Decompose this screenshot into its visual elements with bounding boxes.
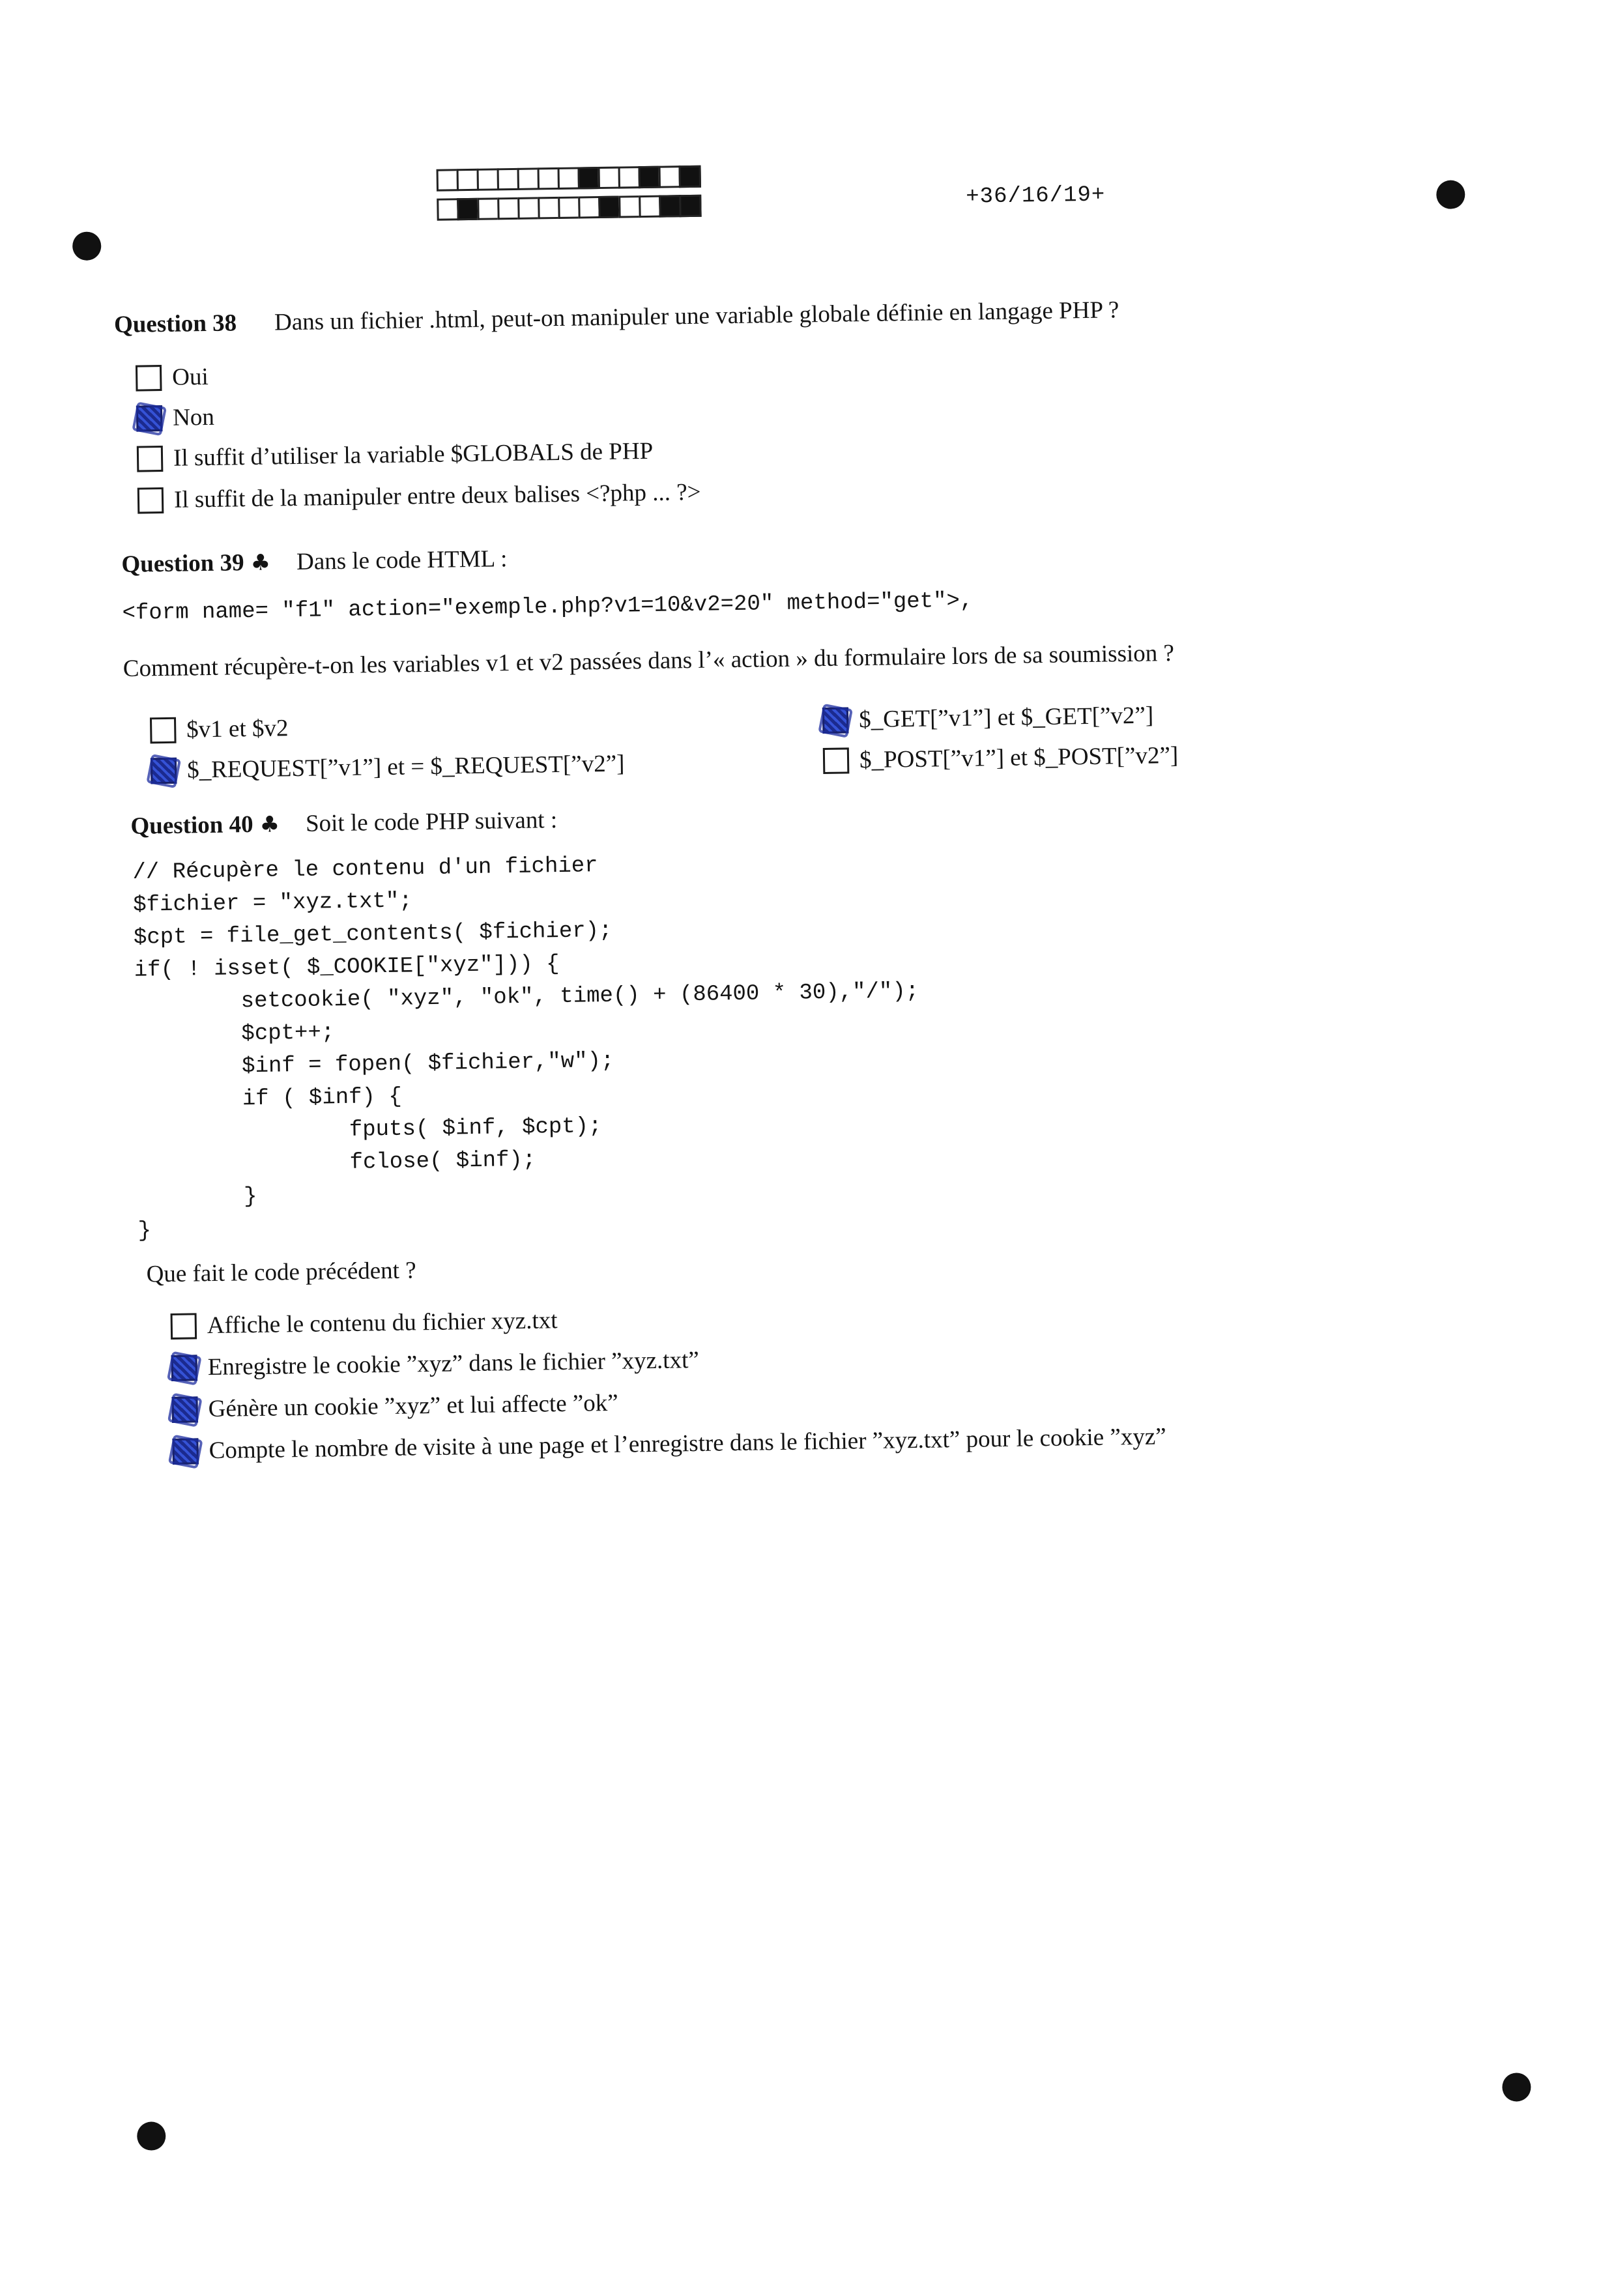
question-number: Question 38 <box>113 309 237 339</box>
php-code-block: // Récupère le contenu d'un fichier $fichier = "xyz.txt"; $cpt = file_get_contents( $fichier); if( ! isset( $_COOKIE["xyz"])) { setcookie( "xyz", "ok", time() + (86400 * 30),"/"); $cpt++; $inf = fopen( $fichier,"w"); if ( $inf) { fputs( $inf, $cpt); fclose( $inf); } } <box>132 854 919 1244</box>
barcode-cell <box>558 196 581 219</box>
checkbox-checked[interactable] <box>822 707 849 734</box>
barcode-cell <box>578 196 601 219</box>
answer-compte[interactable] <box>172 1422 1166 1465</box>
answer-non[interactable] <box>136 403 214 433</box>
answer-v1-v2[interactable] <box>150 714 289 744</box>
barcode-cell <box>538 197 560 220</box>
barcode-row-1 <box>437 165 699 192</box>
checkbox-checked[interactable] <box>151 757 177 784</box>
barcode-cell <box>497 197 520 220</box>
checkbox[interactable] <box>171 1313 197 1340</box>
club-icon: ♣ <box>259 811 280 838</box>
checkbox[interactable] <box>137 446 164 472</box>
question-39-subprompt: Comment récupère-t-on les variables v1 et v2 passées dans l’« action » du formulaire lors de sa soumission ? <box>123 640 1175 682</box>
barcode-cell <box>639 166 661 189</box>
checkbox[interactable] <box>823 747 850 774</box>
registration-mark-top-left <box>72 231 102 261</box>
answer-get[interactable] <box>822 702 1154 735</box>
answer-request[interactable] <box>151 750 625 785</box>
answer-label: Compte le nombre de visite à une page et l’enregistre dans le fichier ”xyz.txt” pour le cookie ”xyz” <box>209 1423 1166 1465</box>
barcode-cell <box>457 169 480 192</box>
registration-mark-top-right <box>1436 180 1465 209</box>
barcode-cell <box>477 168 500 191</box>
answer-label: Il suffit de la manipuler entre deux balises <?php ... ?> <box>173 478 701 513</box>
barcode-cell <box>618 195 641 218</box>
registration-mark-bottom-right <box>1502 2073 1531 2102</box>
registration-mark-bottom-left <box>137 2121 166 2151</box>
answer-label: $v1 et $v2 <box>186 715 289 743</box>
question-40-subprompt: Que fait le code précédent ? <box>146 1257 416 1288</box>
barcode-cell <box>558 167 581 190</box>
barcode-cell <box>457 198 480 221</box>
club-icon: ♣ <box>250 549 271 577</box>
barcode-cell <box>517 197 540 220</box>
checkbox[interactable] <box>150 717 177 743</box>
form-code-line: <form name= "f1" action="exemple.php?v1=10&v2=20" method="get">, <box>122 588 974 626</box>
answer-label: Génère un cookie ”xyz” et lui affecte ”ok” <box>208 1389 618 1423</box>
answer-genere[interactable] <box>171 1389 618 1424</box>
barcode-cell <box>578 167 601 190</box>
barcode-cell <box>598 167 621 190</box>
answer-label: $_GET[”v1”] et $_GET[”v2”] <box>858 702 1154 734</box>
answer-enregistre[interactable] <box>171 1346 699 1382</box>
answer-label: Enregistre le cookie ”xyz” dans le fichier ”xyz.txt” <box>207 1346 700 1381</box>
checkbox-checked[interactable] <box>171 1396 198 1423</box>
answer-label: Non <box>172 403 215 431</box>
answer-label: $_REQUEST[”v1”] et = $_REQUEST[”v2”] <box>186 750 625 784</box>
question-39-header <box>121 545 507 579</box>
page-id: +36/16/19+ <box>965 182 1106 210</box>
barcode-cell <box>659 195 682 218</box>
question-prompt: Dans le code HTML : <box>296 545 508 575</box>
checkbox[interactable] <box>137 487 164 513</box>
checkbox[interactable] <box>136 365 162 392</box>
barcode-cell <box>538 167 560 190</box>
barcode-row-2 <box>437 195 699 221</box>
barcode-cell <box>679 195 702 218</box>
checkbox-checked[interactable] <box>136 405 163 432</box>
answer-globals[interactable] <box>137 437 654 473</box>
answer-post[interactable] <box>823 741 1179 775</box>
barcode-cell <box>639 195 661 218</box>
question-number: Question 39 <box>121 549 244 578</box>
barcode-cell <box>598 196 621 219</box>
question-prompt: Dans un fichier .html, peut-on manipuler une variable globale définie en langage PHP ? <box>274 296 1119 336</box>
answer-oui[interactable] <box>136 363 209 392</box>
answer-label: Oui <box>171 363 209 391</box>
barcode-cell <box>679 165 702 188</box>
barcode-cell <box>437 198 459 221</box>
answer-label: Il suffit d’utiliser la variable $GLOBALS de PHP <box>173 437 654 472</box>
barcode-cell <box>618 166 641 189</box>
question-prompt: Soit le code PHP suivant : <box>305 807 558 837</box>
barcode-cell <box>659 165 682 188</box>
question-38-header <box>114 296 1119 339</box>
barcode-cell <box>437 169 459 192</box>
barcode-cell <box>517 167 540 190</box>
question-number: Question 40 <box>130 811 253 840</box>
barcode-cell <box>477 197 500 220</box>
answer-affiche[interactable] <box>171 1306 558 1340</box>
answer-label: Affiche le contenu du fichier xyz.txt <box>207 1307 558 1340</box>
checkbox-checked[interactable] <box>171 1355 197 1381</box>
checkbox-checked[interactable] <box>172 1438 199 1465</box>
barcode-cell <box>497 168 520 191</box>
question-40-header <box>130 806 557 840</box>
answer-php-tags[interactable] <box>137 478 701 515</box>
answer-label: $_POST[”v1”] et $_POST[”v2”] <box>859 741 1179 774</box>
